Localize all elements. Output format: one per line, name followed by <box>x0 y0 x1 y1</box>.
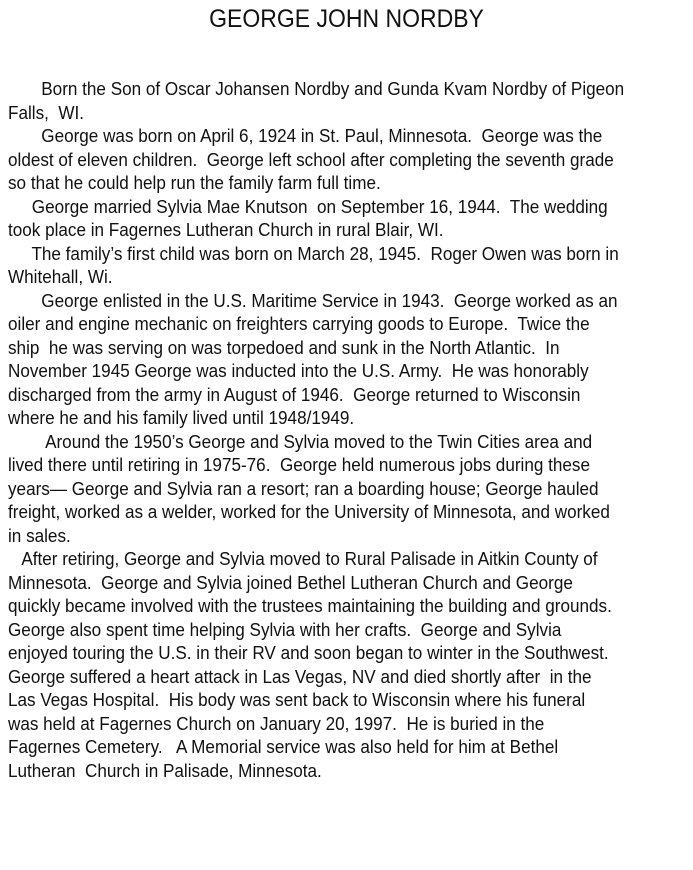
text-line: so that he could help run the family farm full time. <box>8 172 381 193</box>
text-line: Falls, WI. <box>8 101 85 123</box>
text-line: oiler and engine mechanic on freighters carrying goods to Europe. Twice the <box>8 313 590 334</box>
text-line: where he and his family lived until 1948/1949. <box>8 407 355 428</box>
page-title: GEORGE JOHN NORDBY <box>209 5 484 33</box>
text-line: years— George and Sylvia ran a resort; ran a boarding house; George hauled <box>8 477 599 499</box>
text-line: ship he was serving on was torpedoed and sunk in the North Atlantic. In <box>8 336 560 358</box>
text-line: George married Sylvia Mae Knutson on September 16, 1944. The wedding <box>8 195 608 217</box>
text-line: took place in Fagernes Lutheran Church in rural Blair, WI. <box>8 219 444 240</box>
text-line: The family’s first child was born on March 28, 1945. Roger Owen was born in <box>8 242 619 264</box>
text-line: George was born on April 6, 1924 in St. Paul, Minnesota. George was the <box>8 125 603 146</box>
text-line: freight, worked as a welder, worked for the University of Minnesota, and worked <box>8 501 610 522</box>
text-line: George suffered a heart attack in Las Vegas, NV and died shortly after in the <box>8 665 592 687</box>
text-line: Around the 1950’s George and Sylvia moved to the Twin Cities area and <box>8 430 593 452</box>
text-line: After retiring, George and Sylvia moved to Rural Palisade in Aitkin County of <box>8 548 598 569</box>
text-line: George also spent time helping Sylvia with her crafts. George and Sylvia <box>8 618 562 640</box>
text-line: George enlisted in the U.S. Maritime Service in 1943. George worked as an <box>8 289 618 311</box>
text-line: quickly became involved with the trustees maintaining the building and grounds. <box>8 595 612 616</box>
text-line: Fagernes Cemetery. A Memorial service was also held for him at Bethel <box>8 736 559 757</box>
text-line: Born the Son of Oscar Johansen Nordby and Gunda Kvam Nordby of Pigeon <box>8 78 625 99</box>
text-line: enjoyed touring the U.S. in their RV and soon began to winter in the Southwest. <box>8 642 609 663</box>
text-line: was held at Fagernes Church on January 20, 1997. He is buried in the <box>8 712 545 734</box>
text-line: November 1945 George was inducted into the U.S. Army. He was honorably <box>8 360 589 381</box>
text-line: Whitehall, Wi. <box>8 266 113 287</box>
text-line: lived there until retiring in 1975-76. George held numerous jobs during these <box>8 454 590 475</box>
biography-text <box>8 77 693 782</box>
text-line: Las Vegas Hospital. His body was sent back to Wisconsin where his funeral <box>8 689 586 710</box>
text-line: in sales. <box>8 524 71 546</box>
text-line: discharged from the army in August of 1946. George returned to Wisconsin <box>8 383 581 405</box>
text-line: oldest of eleven children. George left school after completing the seventh grade <box>8 148 614 170</box>
text-line: Minnesota. George and Sylvia joined Bethel Lutheran Church and George <box>8 571 573 593</box>
text-line: Lutheran Church in Palisade, Minnesota. <box>8 759 322 781</box>
